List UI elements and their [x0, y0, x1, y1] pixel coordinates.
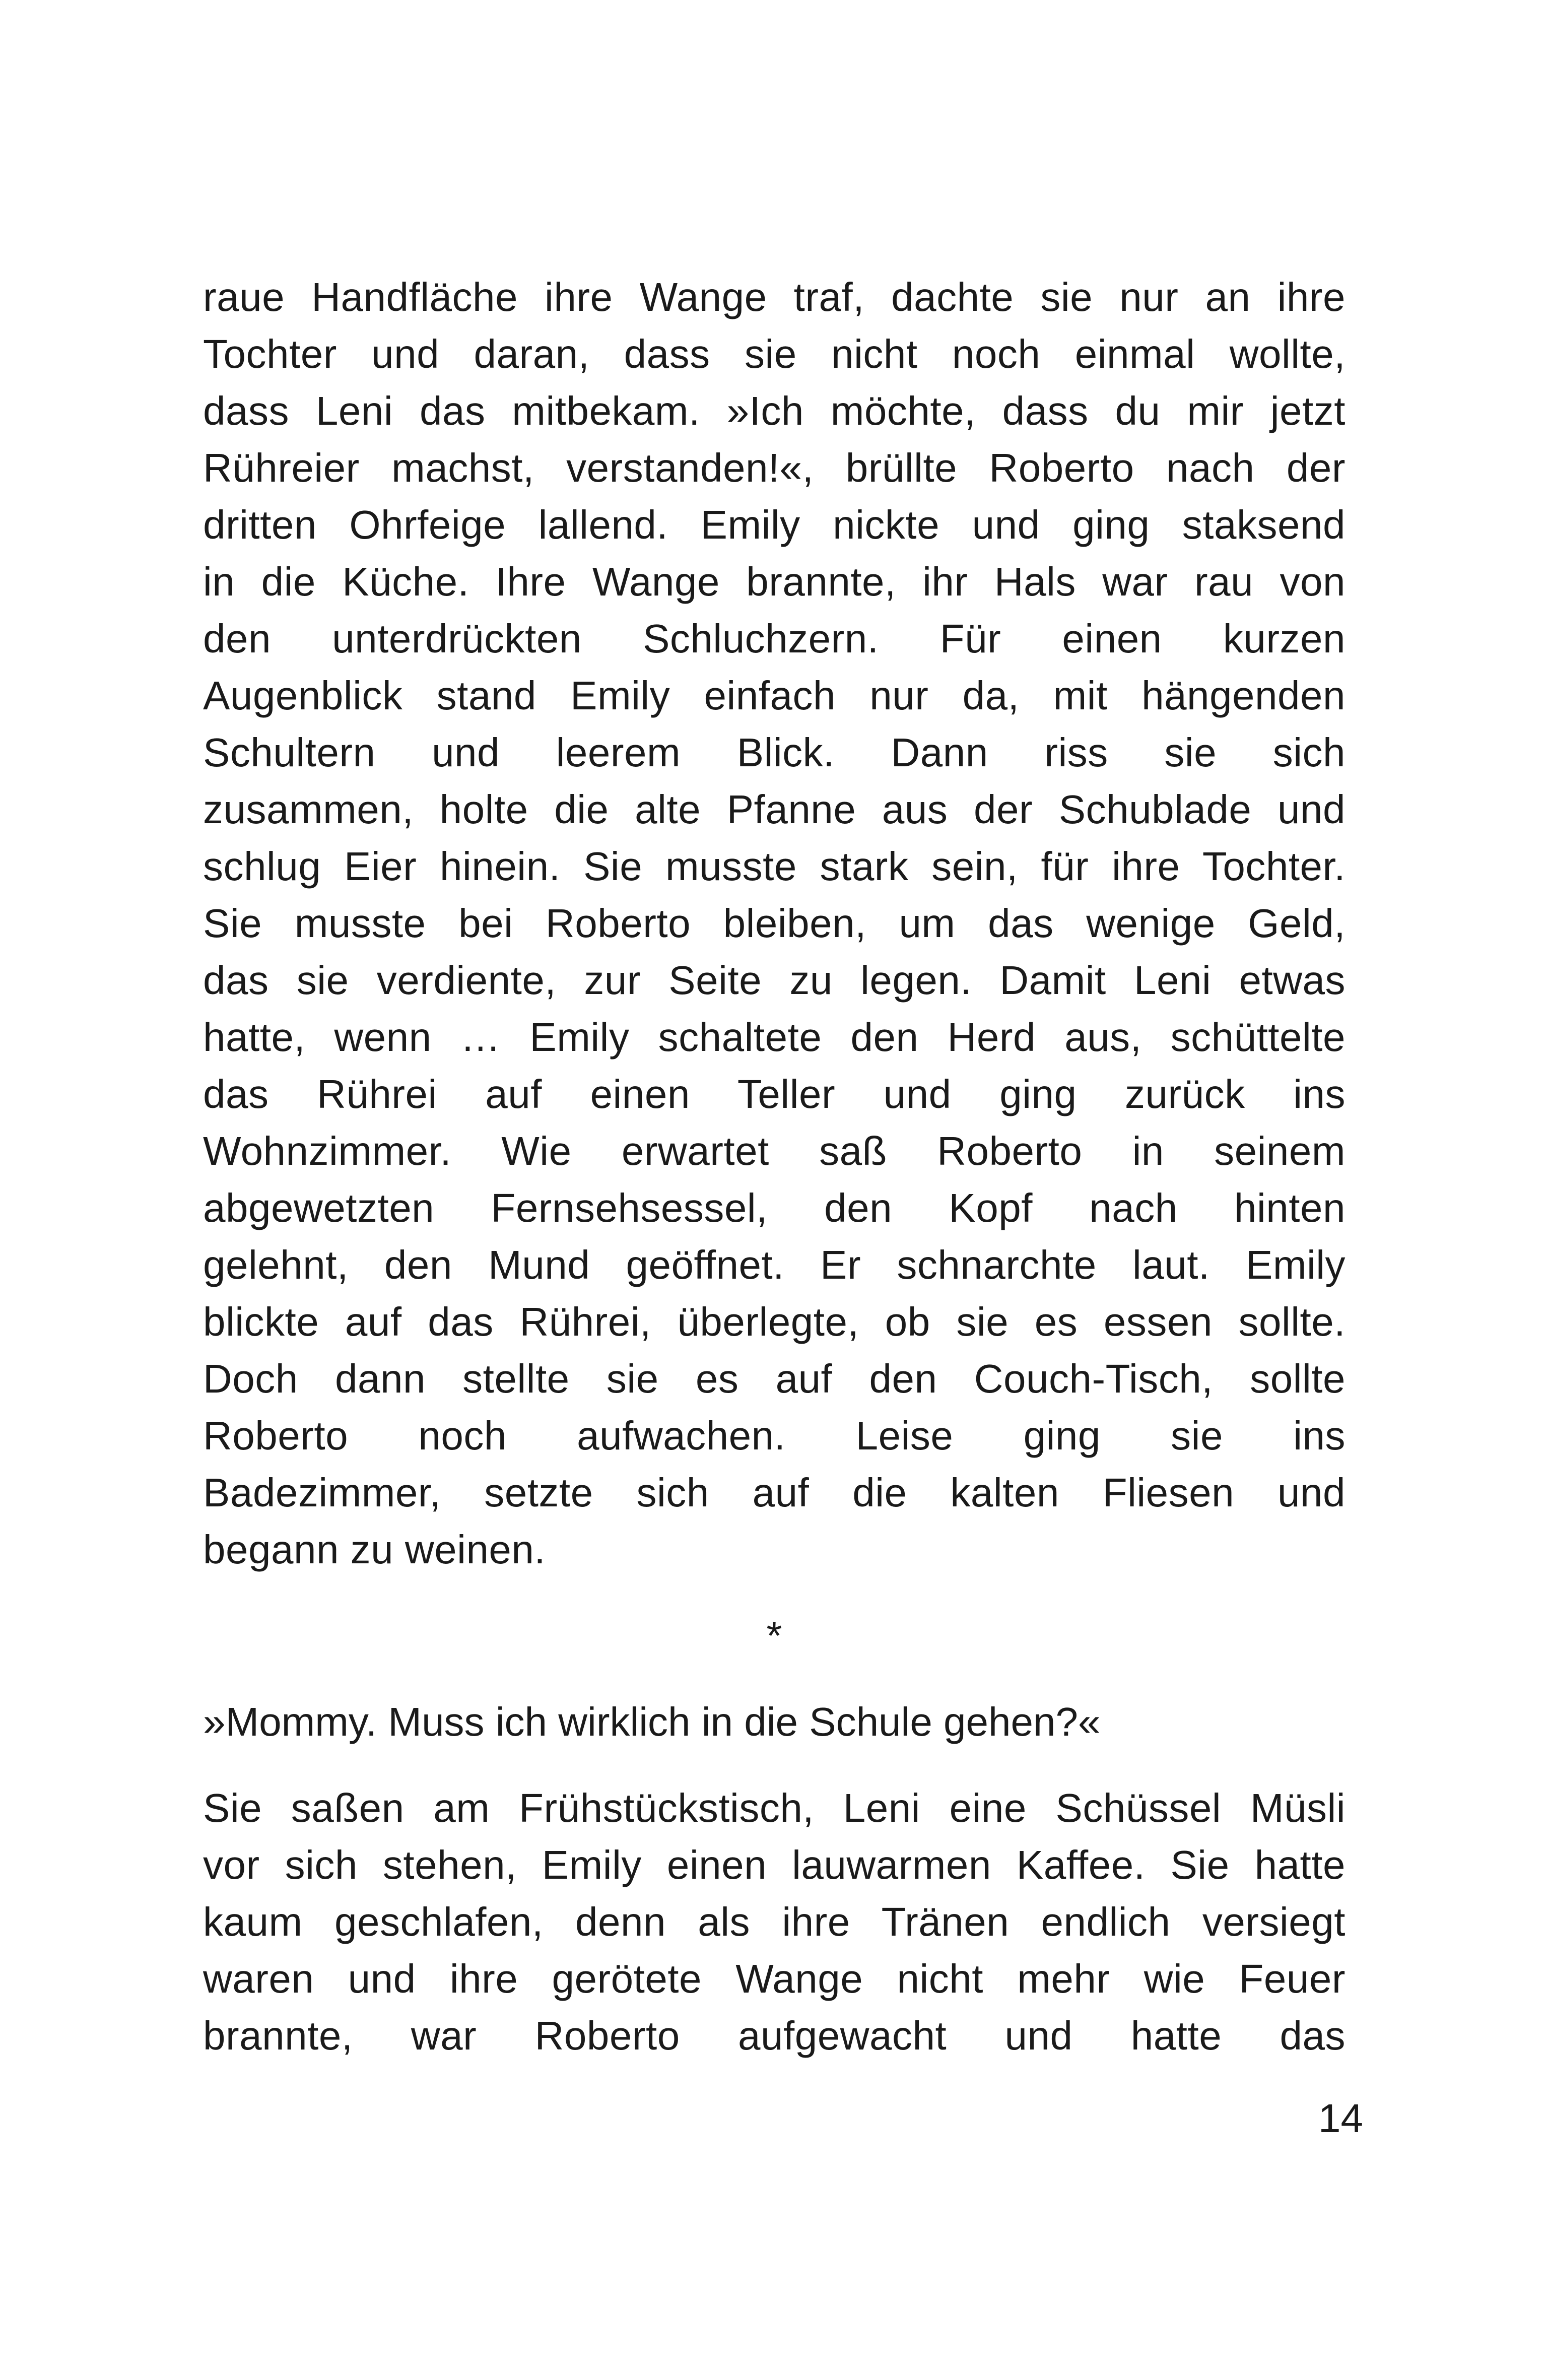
text-line: in die Küche. Ihre Wange brannte, ihr Hals war rau von: [203, 559, 1346, 604]
text-line: Schultern und leerem Blick. Dann riss sie sich: [203, 730, 1346, 775]
text-line: blickte auf das Rührei, überlegte, ob sie es essen sollte.: [203, 1299, 1346, 1344]
text-line: dritten Ohrfeige lallend. Emily nickte und ging staksend: [203, 502, 1346, 547]
text-line: hatte, wenn … Emily schaltete den Herd aus, schüttelte: [203, 1015, 1346, 1060]
text-line: das Rührei auf einen Teller und ging zurück ins: [203, 1072, 1346, 1116]
paragraph-2: [203, 1779, 1346, 2064]
text-line: den unterdrückten Schluchzern. Für einen kurzen: [203, 616, 1346, 661]
text-line: abgewetzten Fernsehsessel, den Kopf nach hinten: [203, 1185, 1346, 1230]
text-line: Badezimmer, setzte sich auf die kalten Fliesen und: [203, 1470, 1346, 1515]
text-line: Tochter und daran, dass sie nicht noch einmal wollte,: [203, 332, 1346, 376]
text-line: begann zu weinen.: [203, 1527, 546, 1572]
text-line: Wohnzimmer. Wie erwartet saß Roberto in seinem: [203, 1129, 1346, 1173]
text-line: vor sich stehen, Emily einen lauwarmen Kaffee. Sie hatte: [203, 1842, 1346, 1887]
paragraph-gap: [203, 1664, 1346, 1693]
text-line: kaum geschlafen, denn als ihre Tränen endlich versiegt: [203, 1899, 1346, 1944]
text-line: waren und ihre gerötete Wange nicht mehr wie Feuer: [203, 1956, 1346, 2001]
text-line: Sie musste bei Roberto bleiben, um das wenige Geld,: [203, 901, 1346, 946]
page-body: [203, 269, 1346, 2064]
text-line: dass Leni das mitbekam. »Ich möchte, dass du mir jetzt: [203, 388, 1346, 433]
text-line: gelehnt, den Mund geöffnet. Er schnarchte laut. Emily: [203, 1242, 1346, 1287]
paragraph-gap: [203, 1750, 1346, 1779]
text-line: brannte, war Roberto aufgewacht und hatte das: [203, 2013, 1346, 2058]
text-line: Roberto noch aufwachen. Leise ging sie ins: [203, 1413, 1346, 1458]
page-number: 14: [1318, 2096, 1363, 2141]
text-line: schlug Eier hinein. Sie musste stark sein, für ihre Tochter.: [203, 844, 1346, 889]
paragraph-1: [203, 269, 1346, 1578]
text-line: Sie saßen am Frühstückstisch, Leni eine Schüssel Müsli: [203, 1786, 1346, 1830]
dialogue-line: »Mommy. Muss ich wirklich in die Schule gehen?«: [203, 1699, 1101, 1744]
scene-separator: *: [766, 1613, 782, 1658]
text-line: raue Handfläche ihre Wange traf, dachte sie nur an ihre: [203, 275, 1346, 319]
text-line: Augenblick stand Emily einfach nur da, mit hängenden: [203, 673, 1346, 718]
paragraph-gap: [203, 1578, 1346, 1607]
text-line: Rühreier machst, verstanden!«, brüllte Roberto nach der: [203, 445, 1346, 490]
text-line: Doch dann stellte sie es auf den Couch-Tisch, sollte: [203, 1356, 1346, 1401]
text-line: zusammen, holte die alte Pfanne aus der Schublade und: [203, 787, 1346, 832]
text-line: das sie verdiente, zur Seite zu legen. Damit Leni etwas: [203, 958, 1346, 1003]
